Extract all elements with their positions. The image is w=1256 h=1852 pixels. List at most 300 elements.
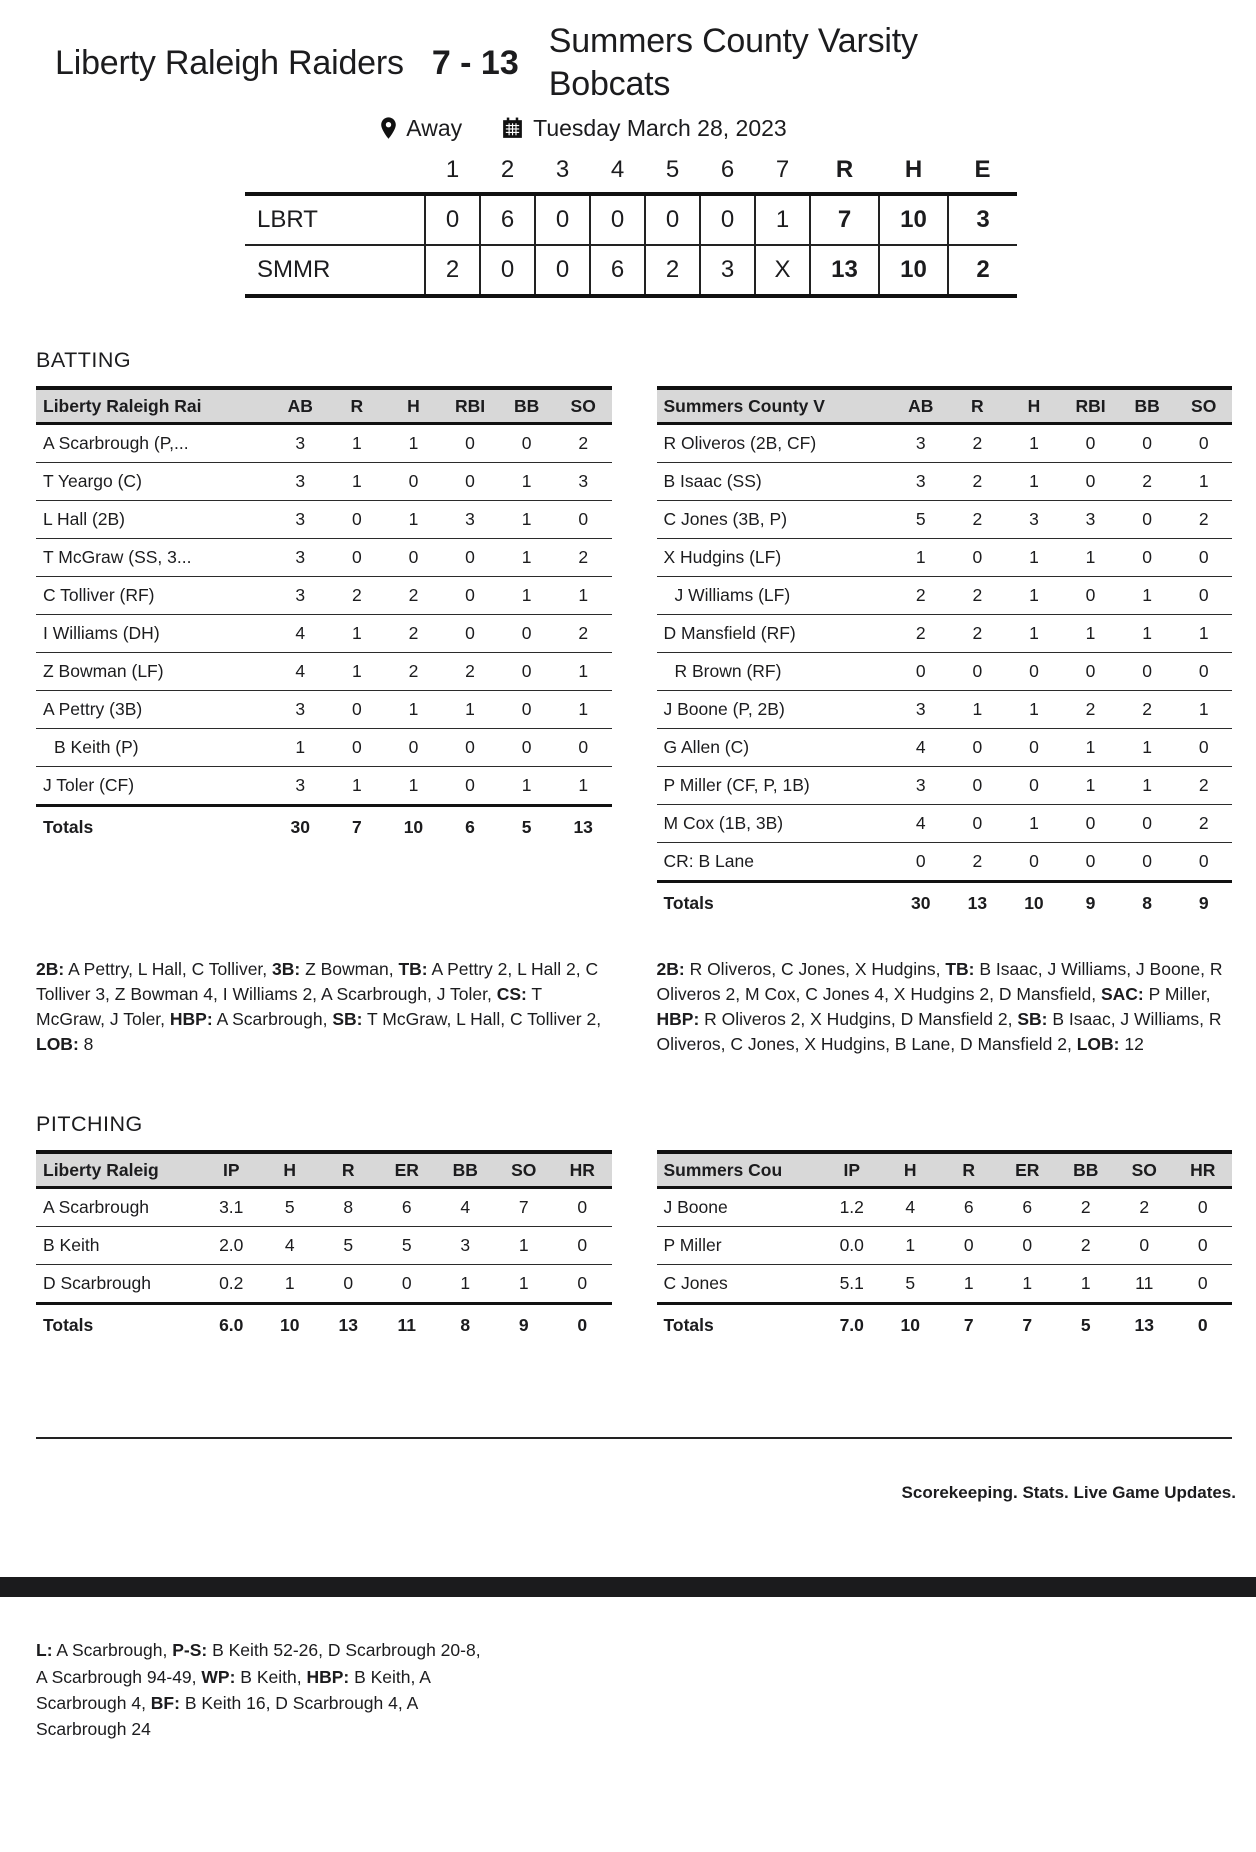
stat-cell: 0 — [1119, 501, 1176, 539]
totals-stat-cell: 13 — [555, 806, 612, 848]
pitching-tables-row — [36, 1150, 1232, 1345]
stat-column-header: BB — [436, 1152, 495, 1188]
totals-stat-cell: 0 — [553, 1304, 612, 1346]
player-row — [36, 729, 612, 767]
game-location-item — [379, 115, 462, 142]
player-name-cell: X Hudgins (LF) — [657, 539, 893, 577]
stat-column-header: R — [329, 388, 386, 424]
stat-cell: 0 — [1062, 805, 1119, 843]
totals-label-cell: Totals — [36, 806, 272, 848]
stat-cell: 1 — [578, 775, 589, 796]
stat-cell: 7 — [495, 1188, 554, 1227]
stat-column-header: H — [261, 1152, 320, 1188]
stat-cell: 0 — [442, 424, 499, 463]
stat-note-label: BF: — [150, 1692, 180, 1713]
stat-cell: 3 — [893, 767, 950, 805]
stat-cell: 2.0 — [202, 1227, 261, 1265]
inning-score-cell: 0 — [700, 194, 755, 245]
totals-stat-cell: 30 — [893, 882, 950, 924]
stat-cell: 0 — [1175, 424, 1232, 463]
player-row — [657, 424, 1233, 463]
stat-cell: 5.1 — [839, 1273, 864, 1294]
totals-stat-cell: 9 — [1175, 882, 1232, 924]
stat-cell: 5 — [378, 1227, 437, 1265]
stat-cell: 1 — [1175, 463, 1232, 501]
stat-cell: 2 — [385, 653, 442, 691]
stat-cell: 3 — [1006, 501, 1063, 539]
stat-column-header: H — [881, 1152, 940, 1188]
player-row — [36, 1265, 612, 1304]
stat-cell: 1 — [495, 1227, 554, 1265]
player-row — [657, 691, 1233, 729]
stat-column-header: AB — [272, 388, 329, 424]
stat-cell: 0 — [1174, 1227, 1233, 1265]
inning-score-cell: 0 — [425, 194, 480, 245]
totals-label-cell: Totals — [36, 1304, 202, 1346]
summary-score-cell: 10 — [879, 194, 948, 245]
summary-column-header: E — [974, 156, 991, 184]
stat-note-label: SB: — [332, 1009, 363, 1030]
stat-note-label: P-S: — [172, 1640, 208, 1661]
stat-cell: 2 — [1175, 501, 1232, 539]
stat-cell: 3 — [272, 501, 329, 539]
stat-note-label: HBP: — [169, 1009, 213, 1030]
player-row — [657, 501, 1233, 539]
totals-stat-cell: 5 — [1057, 1304, 1116, 1346]
stat-cell: 0 — [329, 501, 386, 539]
inning-column-header: 7 — [775, 156, 790, 184]
stat-column-header: H — [385, 388, 442, 424]
inning-score-cell: 3 — [700, 245, 755, 296]
scoreboard-header — [0, 0, 1256, 106]
stat-cell: 0 — [401, 1273, 412, 1294]
stat-column-header: SO — [555, 388, 612, 424]
player-name-cell: R Oliveros (2B, CF) — [657, 424, 893, 463]
stat-cell: 1 — [1006, 424, 1063, 463]
player-row — [36, 1227, 612, 1265]
stat-cell: 1 — [1062, 615, 1119, 653]
stat-cell: 0 — [329, 539, 386, 577]
player-name-cell: Z Bowman (LF) — [36, 653, 272, 691]
stat-column-header: IP — [202, 1152, 261, 1188]
totals-row — [36, 1304, 612, 1346]
stat-cell: 1 — [408, 775, 419, 796]
stat-cell: 2 — [1115, 1188, 1174, 1227]
stat-cell: 4 — [436, 1188, 495, 1227]
player-row — [657, 1265, 1233, 1304]
stat-cell: 2 — [1119, 463, 1176, 501]
stat-cell: 0 — [553, 1188, 612, 1227]
player-name-cell: P Miller — [657, 1227, 823, 1265]
totals-stat-cell: 0 — [1174, 1304, 1233, 1346]
player-name-cell: D Mansfield (RF) — [657, 615, 893, 653]
stat-note-label: 2B: — [656, 959, 685, 980]
player-name-cell: L Hall (2B) — [36, 501, 272, 539]
stat-cell: 1 — [1119, 729, 1176, 767]
player-row — [657, 805, 1233, 843]
location-pin-icon — [379, 116, 398, 141]
stat-cell: 2 — [442, 653, 499, 691]
stat-cell: 4 — [893, 729, 950, 767]
stat-cell: 0 — [1062, 577, 1119, 615]
stat-cell: 1 — [1006, 463, 1063, 501]
totals-stat-cell: 7 — [329, 806, 386, 848]
player-name-cell: M Cox (1B, 3B) — [657, 805, 893, 843]
team-header-cell: Summers County V — [657, 388, 893, 424]
stat-cell: 1 — [385, 691, 442, 729]
stat-column-header: RBI — [1062, 388, 1119, 424]
inning-score-cell: 0 — [480, 245, 535, 296]
stat-cell: 0 — [329, 729, 386, 767]
stat-cell: 1.2 — [823, 1188, 882, 1227]
stat-cell: 0 — [1006, 767, 1063, 805]
player-name-cell: R Brown (RF) — [657, 653, 893, 691]
game-location-label: Away — [406, 115, 463, 142]
stat-cell: 0 — [915, 851, 926, 872]
stat-cell: 2 — [385, 577, 442, 615]
inning-column-header: 2 — [500, 156, 515, 184]
stat-cell: 0 — [940, 1227, 999, 1265]
stat-cell: 0 — [1029, 851, 1039, 872]
stat-note-label: 3B: — [272, 959, 301, 980]
stat-cell: 0 — [1119, 539, 1176, 577]
stat-cell: 2 — [949, 463, 1006, 501]
stat-cell: 0 — [498, 424, 555, 463]
inning-score-cell: 6 — [480, 194, 535, 245]
totals-stat-cell: 7 — [940, 1304, 999, 1346]
player-row — [657, 539, 1233, 577]
totals-label-cell: Totals — [657, 1304, 823, 1346]
stat-cell: 2 — [385, 615, 442, 653]
stat-column-header: SO — [1175, 388, 1232, 424]
player-name-cell: J Boone — [657, 1188, 823, 1227]
inning-score-cell: 6 — [590, 245, 645, 296]
stat-cell: 1 — [498, 501, 555, 539]
stat-cell: 2 — [555, 424, 612, 463]
stat-cell: 5 — [261, 1188, 320, 1227]
totals-stat-cell: 10 — [881, 1304, 940, 1346]
stat-cell: 0 — [385, 463, 442, 501]
home-batting-notes: 2B: R Oliveros, C Jones, X Hudgins, TB: B Isaac, J Williams, J Boone, R Oliveros 2, M Cox, C Jones 4, X Hudgins 2, D Mansfield, SAC: P Miller, HBP: R Oliveros 2, X Hudgins, D Mansfield 2, SB: B Isaac, J Williams, R Oliveros, C Jones, X Hudgins, B Lane, D Mansfield 2, LOB: 12 — [656, 959, 1223, 1055]
totals-stat-cell: 5 — [498, 806, 555, 848]
stat-cell: 0 — [998, 1227, 1057, 1265]
stat-cell: 3 — [272, 577, 329, 615]
stat-cell: 0 — [949, 805, 1006, 843]
tagline: Scorekeeping. Stats. Live Game Updates. — [901, 1483, 1236, 1503]
player-row — [657, 463, 1233, 501]
stat-cell: 0 — [498, 729, 555, 767]
stat-column-header: HR — [553, 1152, 612, 1188]
stat-cell: 0 — [555, 729, 612, 767]
totals-stat-cell: 13 — [319, 1304, 378, 1346]
stat-cell: 2 — [1057, 1188, 1116, 1227]
stat-cell: 8 — [319, 1188, 378, 1227]
totals-row — [657, 1304, 1233, 1346]
footer-bar — [0, 1577, 1256, 1597]
linescore-section — [245, 156, 1256, 298]
stat-cell: 1 — [555, 653, 612, 691]
player-name-cell: CR: B Lane — [663, 851, 754, 872]
inning-score-cell: 0 — [535, 245, 590, 296]
stat-column-header: BB — [1119, 388, 1176, 424]
stat-cell: 3 — [442, 501, 499, 539]
player-name-cell: J Boone (P, 2B) — [657, 691, 893, 729]
stat-header-row — [36, 388, 612, 424]
stat-cell: 2 — [1062, 691, 1119, 729]
stat-cell: 1 — [949, 691, 1006, 729]
stat-cell: 0 — [949, 539, 1006, 577]
stat-note-label: L: — [36, 1640, 53, 1661]
stat-cell: 0 — [1119, 653, 1176, 691]
team-abbrev-cell: LBRT — [245, 194, 425, 245]
player-name-cell: T McGraw (SS, 3... — [36, 539, 272, 577]
stat-cell: 0 — [1175, 653, 1232, 691]
stat-cell: 6 — [378, 1188, 437, 1227]
linescore-team-row — [245, 245, 1017, 296]
stat-cell: 0 — [1119, 805, 1176, 843]
stat-note-label: TB: — [945, 959, 975, 980]
stat-cell: 4 — [272, 615, 329, 653]
stat-cell: 11 — [1135, 1273, 1154, 1294]
stat-cell: 2 — [555, 615, 612, 653]
inning-column-header: 3 — [555, 156, 570, 184]
totals-stat-cell: 8 — [1119, 882, 1176, 924]
inning-score-cell: 0 — [590, 194, 645, 245]
stat-cell: 0 — [577, 1273, 588, 1294]
inning-column-header: 1 — [445, 156, 460, 184]
summary-column-header: R — [835, 156, 854, 184]
totals-stat-cell: 7.0 — [823, 1304, 882, 1346]
stat-cell: 6 — [940, 1188, 999, 1227]
stat-column-header: ER — [998, 1152, 1057, 1188]
stat-cell: 1 — [1022, 1273, 1033, 1294]
totals-stat-cell: 9 — [1062, 882, 1119, 924]
stat-cell: 0 — [442, 539, 499, 577]
stat-column-header: AB — [893, 388, 950, 424]
stat-cell: 0 — [1085, 851, 1096, 872]
stat-column-header: H — [1006, 388, 1063, 424]
player-name-cell: I Williams (DH) — [36, 615, 272, 653]
away-pitching-table — [36, 1150, 612, 1345]
stat-cell: 2 — [555, 539, 612, 577]
pitching-footer-notes: L: A Scarbrough, P-S: B Keith 52-26, D Scarbrough 20-8, A Scarbrough 94-49, WP: B Keith, HBP: B Keith, A Scarbrough 4, BF: B Keith 16, D Scarbrough 4, A Scarbrough 24 — [36, 1640, 481, 1740]
totals-stat-cell: 10 — [1006, 882, 1063, 924]
stat-cell: 2 — [949, 501, 1006, 539]
stat-cell: 1 — [1080, 1273, 1091, 1294]
inning-score-cell: 0 — [535, 194, 590, 245]
stat-cell: 1 — [1062, 539, 1119, 577]
stat-cell: 0 — [385, 539, 442, 577]
stat-cell: 1 — [442, 691, 499, 729]
stat-cell: 3 — [436, 1227, 495, 1265]
stat-cell: 0 — [949, 729, 1006, 767]
player-row — [36, 501, 612, 539]
totals-stat-cell: 30 — [272, 806, 329, 848]
stat-cell: 3 — [272, 691, 329, 729]
player-name-cell: B Keith — [36, 1227, 202, 1265]
batting-section-title: BATTING — [36, 348, 132, 373]
stat-cell: 1 — [460, 1273, 471, 1294]
away-batting-notes: 2B: A Pettry, L Hall, C Tolliver, 3B: Z Bowman, TB: A Pettry 2, L Hall 2, C Tolliver 3, Z Bowman 4, I Williams 2, A Scarbrough, J Toler, CS: T McGraw, J Toler, HBP: A Scarbrough, SB: T McGraw, L Hall, C Tolliver 2, LOB: 8 — [36, 959, 602, 1055]
stat-cell: 3 — [272, 424, 329, 463]
stat-cell: 0 — [1175, 577, 1232, 615]
totals-stat-cell: 11 — [378, 1304, 437, 1346]
stat-cell: 0 — [1198, 851, 1209, 872]
section-divider — [36, 1437, 1232, 1439]
inning-column-header: 4 — [610, 156, 625, 184]
batting-notes-row — [36, 957, 1232, 1057]
player-row — [36, 424, 612, 463]
stat-cell: 0 — [1006, 653, 1063, 691]
stat-column-header: HR — [1174, 1152, 1233, 1188]
stat-note-label: SB: — [1017, 1009, 1048, 1030]
stat-cell: 0 — [442, 577, 499, 615]
stat-cell: 1 — [498, 539, 555, 577]
stat-cell: 0 — [553, 1227, 612, 1265]
totals-stat-cell: 6.0 — [202, 1304, 261, 1346]
stat-column-header: RBI — [442, 388, 499, 424]
stat-cell: 3 — [1062, 501, 1119, 539]
stat-cell: 0 — [1119, 424, 1176, 463]
totals-stat-cell: 10 — [385, 806, 442, 848]
linescore-corner-cell — [245, 156, 425, 194]
stat-cell: 1 — [555, 577, 612, 615]
summary-score-cell: 7 — [810, 194, 879, 245]
stat-cell: 2 — [949, 577, 1006, 615]
stat-header-row — [657, 388, 1233, 424]
stat-column-header: BB — [498, 388, 555, 424]
player-row — [36, 767, 612, 806]
stat-cell: 0 — [555, 501, 612, 539]
player-row — [657, 729, 1233, 767]
player-row — [36, 1188, 612, 1227]
stat-cell: 1 — [1175, 691, 1232, 729]
stat-cell: 1 — [352, 775, 362, 796]
stat-cell: 1 — [881, 1227, 940, 1265]
stat-cell: 1 — [963, 1273, 974, 1294]
stat-cell: 2 — [949, 615, 1006, 653]
stat-cell: 1 — [329, 653, 386, 691]
home-pitching-table — [657, 1150, 1233, 1345]
stat-cell: 2 — [949, 424, 1006, 463]
team-header-cell: Summers Cou — [657, 1152, 823, 1188]
player-name-cell: C Jones — [663, 1273, 728, 1294]
stat-cell: 1 — [1006, 577, 1063, 615]
summary-score-cell: 2 — [948, 245, 1017, 296]
stat-header-row — [657, 1152, 1233, 1188]
player-row — [657, 767, 1233, 805]
stat-cell: 3 — [272, 463, 329, 501]
stat-cell: 0.2 — [219, 1273, 244, 1294]
linescore-header-row — [245, 156, 1017, 194]
totals-stat-cell: 13 — [1115, 1304, 1174, 1346]
player-name-cell: P Miller (CF, P, 1B) — [657, 767, 893, 805]
inning-score-cell: 2 — [645, 245, 700, 296]
stat-note-label: WP: — [201, 1666, 236, 1687]
stat-cell: 0 — [385, 729, 442, 767]
stat-column-header: SO — [495, 1152, 554, 1188]
totals-stat-cell: 13 — [949, 882, 1006, 924]
stat-cell: 2 — [1175, 767, 1232, 805]
player-row — [657, 653, 1233, 691]
player-name-cell: A Scarbrough (P,... — [36, 424, 272, 463]
summary-score-cell: 10 — [879, 245, 948, 296]
stat-cell: 0 — [949, 653, 1006, 691]
stat-cell: 3 — [893, 424, 950, 463]
stat-cell: 1 — [329, 424, 386, 463]
stat-cell: 0 — [893, 653, 950, 691]
stat-cell: 1 — [518, 1273, 529, 1294]
stat-cell: 0 — [1197, 1273, 1208, 1294]
totals-stat-cell: 8 — [436, 1304, 495, 1346]
stat-column-header: ER — [378, 1152, 437, 1188]
stat-cell: 0 — [442, 615, 499, 653]
stat-note-label: 2B: — [36, 959, 65, 980]
away-team-title: Liberty Raleigh Raiders — [55, 43, 404, 82]
stat-cell: 0 — [498, 615, 555, 653]
stat-cell: 1 — [272, 729, 329, 767]
player-row — [657, 1227, 1233, 1265]
player-name-cell: T Yeargo (C) — [36, 463, 272, 501]
stat-cell: 0 — [1115, 1227, 1174, 1265]
totals-label-cell: Totals — [657, 882, 893, 924]
stat-cell: 1 — [893, 539, 950, 577]
final-score: 7 - 13 — [431, 43, 519, 82]
stat-cell: 2 — [1119, 691, 1176, 729]
player-row — [657, 843, 1233, 882]
player-name-cell: J Toler (CF) — [43, 775, 135, 796]
stat-cell: 5 — [893, 501, 950, 539]
stat-cell: 2 — [972, 851, 983, 872]
stat-note-label: HBP: — [306, 1666, 350, 1687]
stat-cell: 1 — [284, 1273, 295, 1294]
stat-note-label: TB: — [398, 959, 428, 980]
stat-cell: 3.1 — [202, 1188, 261, 1227]
player-name-cell: C Tolliver (RF) — [36, 577, 272, 615]
inning-score-cell: 0 — [645, 194, 700, 245]
stat-cell: 3 — [555, 463, 612, 501]
player-row — [36, 539, 612, 577]
stat-cell: 1 — [1006, 539, 1063, 577]
player-name-cell: J Williams (LF) — [657, 577, 893, 615]
stat-cell: 1 — [1119, 615, 1176, 653]
stat-cell: 0 — [343, 1273, 354, 1294]
player-row — [36, 691, 612, 729]
team-abbrev-cell: SMMR — [245, 245, 425, 296]
stat-cell: 0 — [442, 729, 499, 767]
player-name-cell: B Isaac (SS) — [657, 463, 893, 501]
totals-stat-cell: 7 — [998, 1304, 1057, 1346]
stat-cell: 1 — [1119, 767, 1176, 805]
player-name-cell: C Jones (3B, P) — [657, 501, 893, 539]
stat-cell: 1 — [1119, 577, 1176, 615]
stat-cell: 0 — [1006, 729, 1063, 767]
totals-row — [36, 806, 612, 848]
inning-column-header: 5 — [665, 156, 680, 184]
player-name-cell: G Allen (C) — [657, 729, 893, 767]
team-header-cell: Liberty Raleig — [36, 1152, 202, 1188]
stat-cell: 0 — [498, 653, 555, 691]
totals-stat-cell: 6 — [442, 806, 499, 848]
stat-note-label: HBP: — [656, 1009, 700, 1030]
player-row — [36, 577, 612, 615]
stat-cell: 1 — [385, 424, 442, 463]
team-header-cell: Liberty Raleigh Rai — [36, 388, 272, 424]
stat-cell: 1 — [1006, 691, 1063, 729]
stat-cell: 4 — [893, 805, 950, 843]
stat-cell: 1 — [1062, 767, 1119, 805]
stat-cell: 2 — [1057, 1227, 1116, 1265]
